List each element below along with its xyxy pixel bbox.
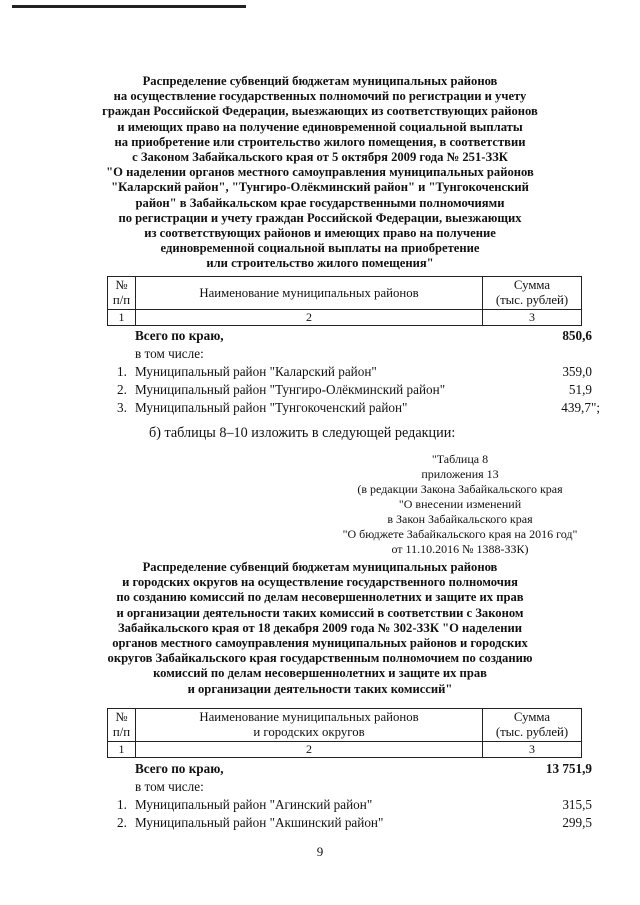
title-line: комиссий по делам несовершеннолетних и защите их прав: [153, 666, 487, 681]
title-line: Распределение субвенций бюджетам муниципальных районов: [142, 74, 498, 88]
col-number-header: № п/п: [108, 277, 136, 310]
including-label: в том числе:: [135, 779, 204, 794]
table8-rows: [107, 760, 592, 832]
col-index: 2: [136, 742, 483, 758]
table-row: 1. Муниципальный район "Агинский район" 315,5: [117, 797, 592, 812]
total-row: [107, 327, 592, 345]
table-row: 2. Муниципальный район "Акшинский район" 299,5: [117, 815, 592, 830]
table7-rows: [107, 327, 600, 417]
total-label: Всего по краю,: [135, 328, 224, 343]
col-index: 1: [108, 742, 136, 758]
title-line: округов Забайкальского края государственным полномочием по созданию: [107, 651, 533, 666]
amendment-paragraph: б) таблицы 8–10 изложить в следующей редакции:: [149, 425, 456, 441]
title-line: органов местного самоуправления муниципальных районов и городских: [112, 636, 528, 651]
including-label: в том числе:: [135, 346, 204, 361]
col-index: 2: [136, 310, 483, 326]
total-value: 13 751,9: [545, 761, 592, 776]
table-row: 2. Муниципальный район "Тунгиро-Олёкминский район" 51,9: [117, 382, 592, 397]
col-index: 3: [483, 742, 582, 758]
col-name-header: Наименование муниципальных районов: [136, 277, 483, 310]
title-line: единовременной социальной выплаты на приобретение: [160, 241, 480, 256]
col-number-header: № п/п: [108, 709, 136, 742]
table8-header: [107, 708, 582, 758]
col-sum-header: Сумма (тыс. рублей): [483, 277, 582, 310]
col-name-header: Наименование муниципальных районов и городских округов: [136, 709, 483, 742]
title-line: "Каларский район", "Тунгиро-Олёкминский район" и "Тунгокоченский: [111, 180, 529, 195]
title-line: район" в Забайкальском крае государственными полномочиями: [135, 195, 505, 210]
title-line: на приобретение или строительство жилого помещения, в соответствии: [114, 134, 526, 149]
title-line: Забайкальского края от 18 декабря 2009 года № 302-ЗЗК "О наделении: [118, 620, 522, 635]
title-line: и организации деятельности таких комиссий": [187, 681, 453, 696]
title-line: и городских округов на осуществление государственного полномочия: [122, 575, 518, 590]
title-line: Распределение субвенций бюджетам муниципальных районов: [142, 560, 498, 574]
table-row: 3. Муниципальный район "Тунгокоченский район" 439,7";: [117, 400, 600, 415]
title-line: и имеющих право на получение единовременной социальной выплаты: [117, 119, 523, 134]
top-rule: [12, 5, 246, 8]
title-line: или строительство жилого помещения": [206, 256, 434, 271]
including-row: [107, 778, 592, 796]
col-sum-header: Сумма (тыс. рублей): [483, 709, 582, 742]
table-row: 1. Муниципальный район "Каларский район" 359,0: [117, 364, 592, 379]
total-label: Всего по краю,: [135, 761, 224, 776]
title-line: из соответствующих районов и имеющих право на получение: [144, 226, 496, 241]
total-value: 850,6: [562, 328, 592, 343]
title-line: и организации деятельности таких комиссий в соответствии с Законом: [116, 605, 524, 620]
title-line: с Законом Забайкальского края от 5 октября 2009 года № 251-ЗЗК: [132, 150, 508, 165]
table8-title: [100, 560, 540, 697]
title-line: "О наделении органов местного самоуправления муниципальных районов: [106, 165, 534, 180]
total-row: [107, 760, 592, 778]
table7-header: [107, 276, 582, 326]
col-index: 1: [108, 310, 136, 326]
title-line: по созданию комиссий по делам несовершеннолетних и защите их прав: [116, 590, 524, 605]
table7-title: [100, 74, 540, 272]
page-number: 9: [316, 844, 324, 859]
title-line: граждан Российской Федерации, выезжающих из соответствующих районов: [102, 104, 538, 119]
including-row: [107, 345, 592, 363]
title-line: по регистрации и учету граждан Российской Федерации, выезжающих: [118, 210, 522, 225]
title-line: на осуществление государственных полномочий по регистрации и учету: [113, 89, 527, 104]
col-index: 3: [483, 310, 582, 326]
attachment-note: "Таблица 8 приложения 13 (в редакции Закона Забайкальского края "О внесении изменений в Закон Забайкальского края "О бюджете Забайкальского края на 2016 год" от 11.10.2016 № 1388-ЗЗК): [342, 452, 578, 556]
